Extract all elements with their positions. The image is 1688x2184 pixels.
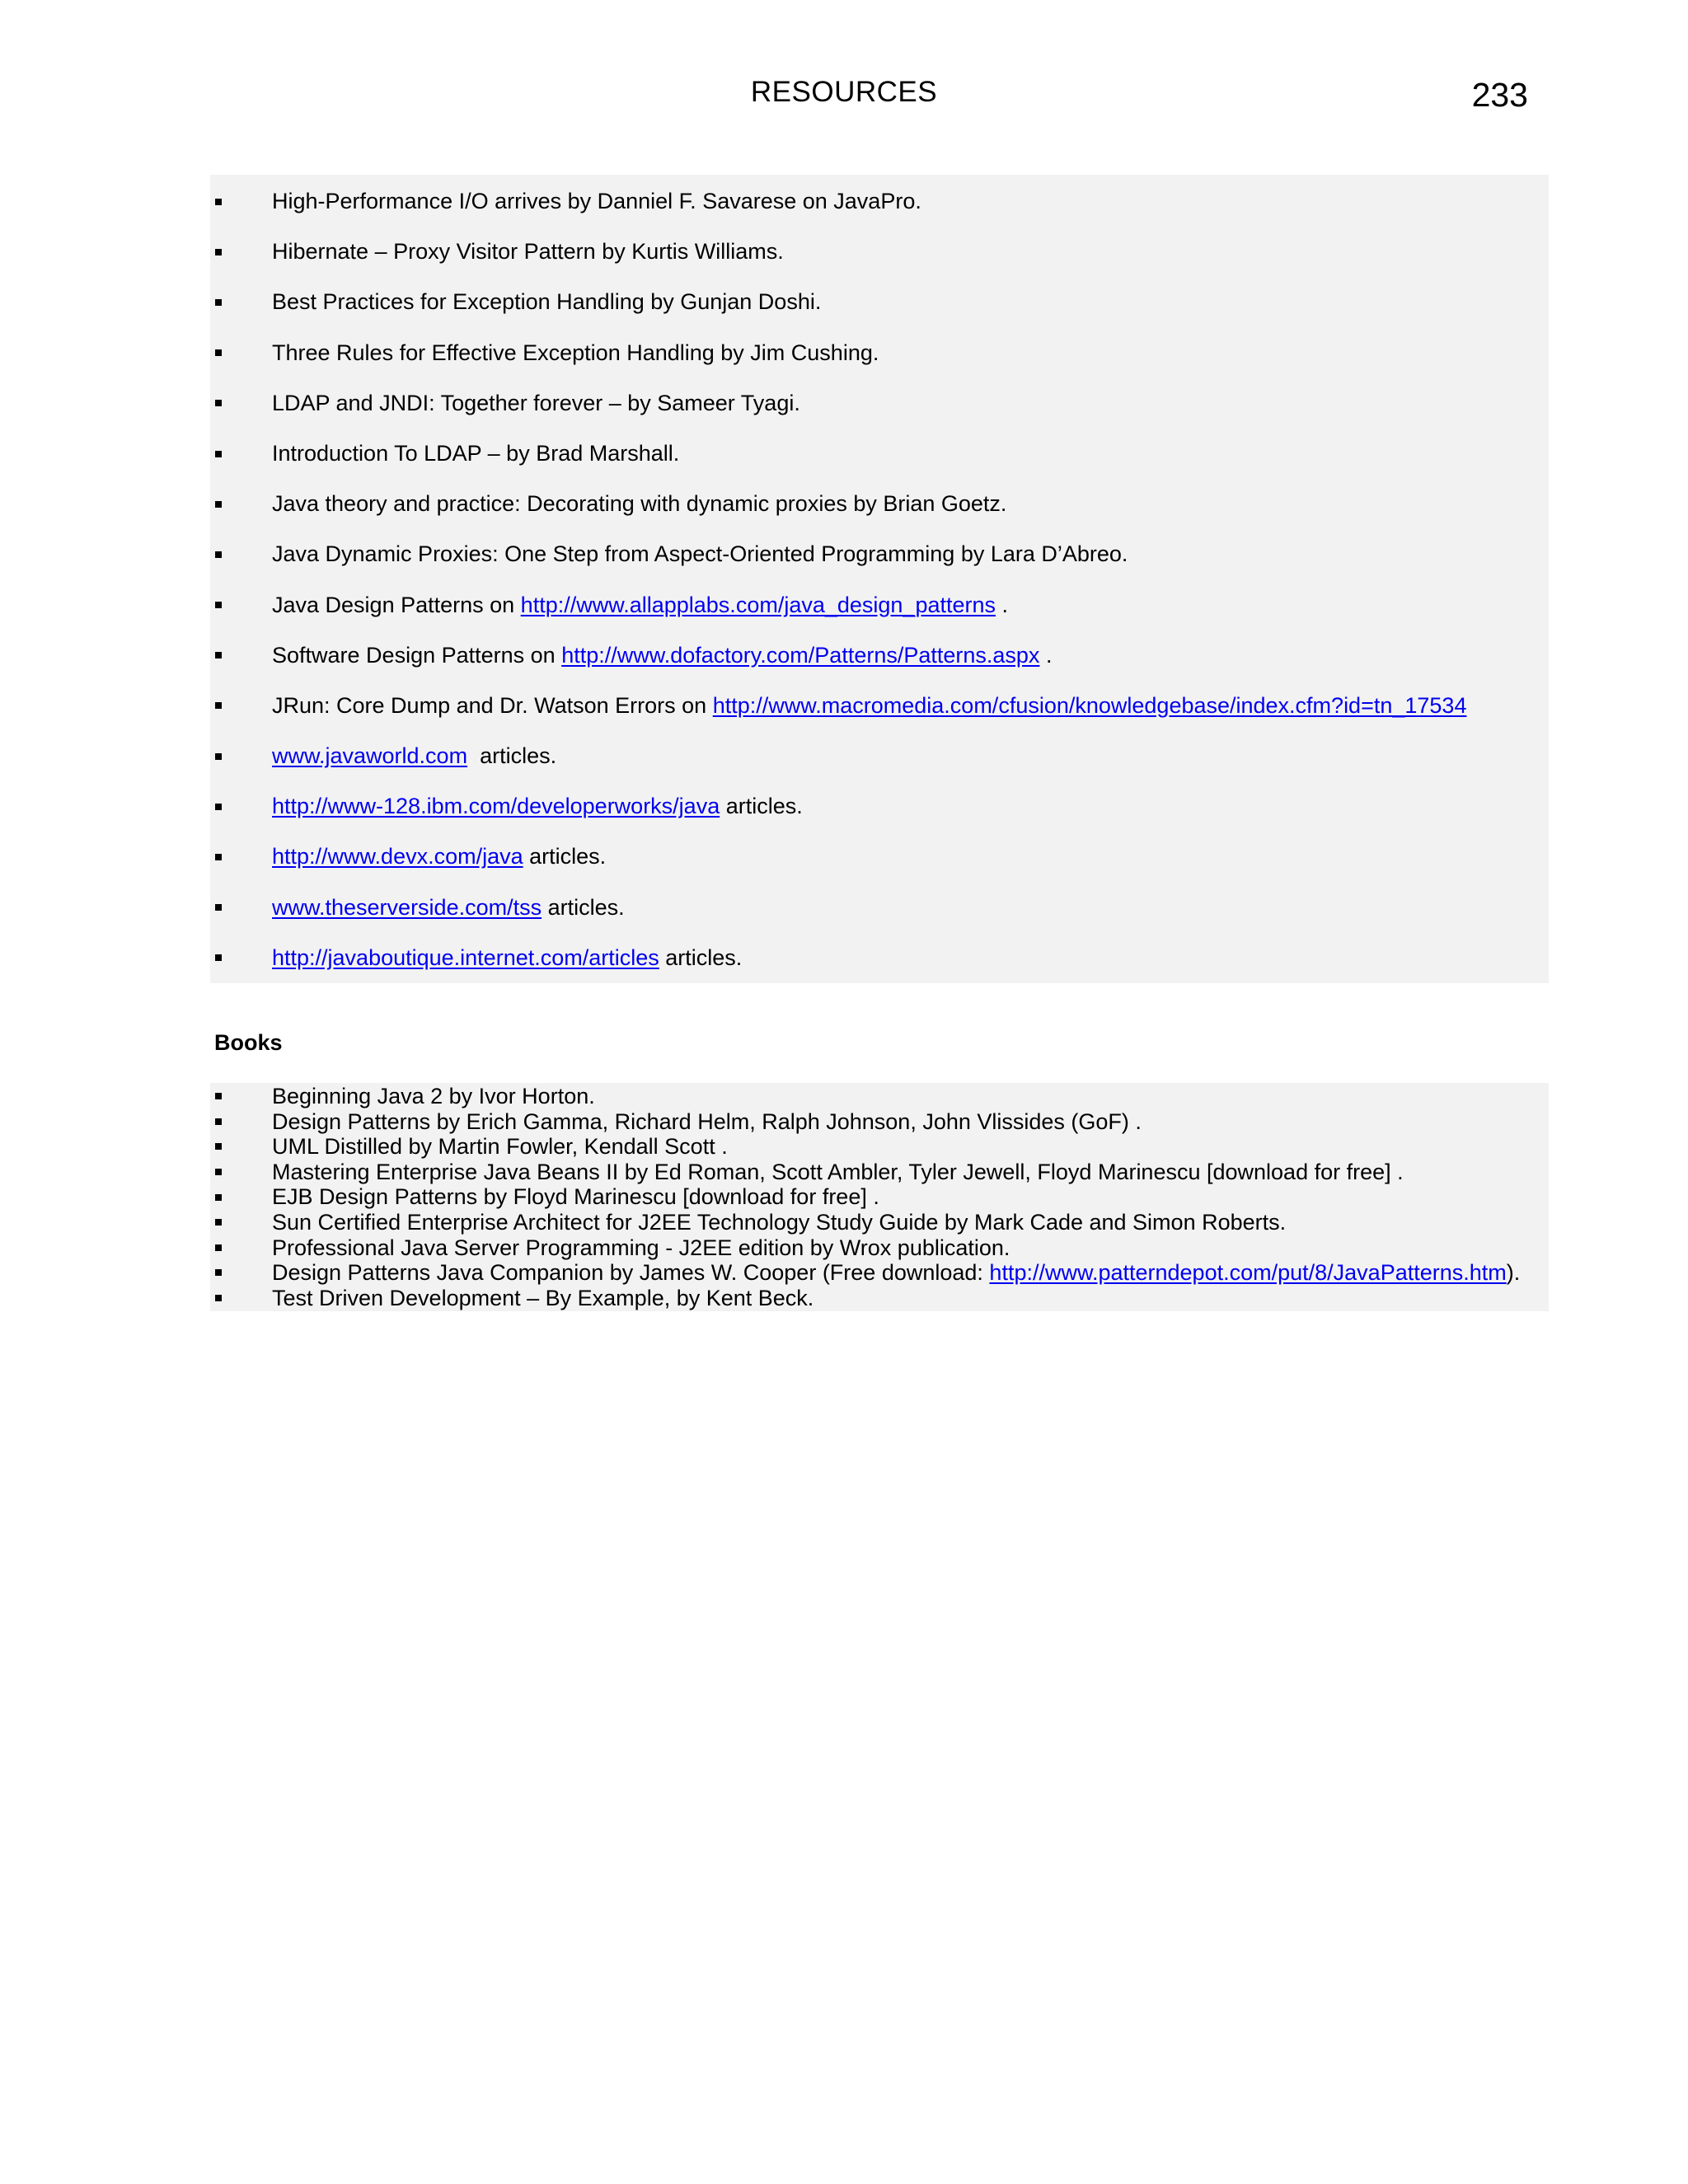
square-bullet-icon bbox=[215, 1244, 222, 1251]
article-text: Java theory and practice: Decorating with dynamic proxies by Brian Goetz. bbox=[272, 491, 1007, 517]
article-link[interactable]: http://www.devx.com/java bbox=[272, 844, 523, 869]
book-list-item bbox=[210, 1210, 1549, 1235]
article-list-item bbox=[210, 580, 1549, 630]
article-list-item bbox=[210, 328, 1549, 378]
article-list-item bbox=[210, 681, 1549, 731]
square-bullet-icon bbox=[215, 1295, 222, 1301]
book-list-item bbox=[210, 1134, 1549, 1160]
article-link[interactable]: http://www.allapplabs.com/java_design_patterns bbox=[520, 592, 996, 617]
book-text: Design Patterns by Erich Gamma, Richard Helm, Ralph Johnson, John Vlissides (GoF) . bbox=[272, 1108, 1142, 1134]
square-bullet-icon bbox=[215, 954, 222, 961]
square-bullet-icon bbox=[215, 1194, 222, 1201]
article-list-item bbox=[210, 731, 1549, 781]
article-text: LDAP and JNDI: Together forever – by Sameer Tyagi. bbox=[272, 390, 800, 415]
book-text: Mastering Enterprise Java Beans II by Ed Roman, Scott Ambler, Tyler Jewell, Floyd Marinescu [download for free] . bbox=[272, 1159, 1404, 1184]
square-bullet-icon bbox=[215, 249, 222, 255]
square-bullet-icon bbox=[215, 1219, 222, 1226]
book-text: Beginning Java 2 by Ivor Horton. bbox=[272, 1084, 595, 1108]
article-list-item bbox=[210, 429, 1549, 479]
article-link[interactable]: www.javaworld.com bbox=[272, 743, 468, 769]
article-link[interactable]: http://www.macromedia.com/cfusion/knowledgebase/index.cfm?id=tn_17534 bbox=[712, 692, 1467, 718]
book-text: Sun Certified Enterprise Architect for J2EE Technology Study Guide by Mark Cade and Simon Roberts. bbox=[272, 1209, 1287, 1235]
article-list-item bbox=[210, 781, 1549, 832]
article-suffix: articles. bbox=[467, 743, 557, 769]
article-list-item bbox=[210, 883, 1549, 933]
square-bullet-icon bbox=[215, 400, 222, 406]
article-text: Introduction To LDAP – by Brad Marshall. bbox=[272, 440, 680, 466]
square-bullet-icon bbox=[215, 652, 222, 658]
article-list-item bbox=[210, 227, 1549, 277]
article-list-item bbox=[210, 630, 1549, 681]
books-list bbox=[210, 1083, 1549, 1310]
books-heading: Books bbox=[214, 1030, 283, 1055]
square-bullet-icon bbox=[215, 1093, 222, 1099]
articles-panel bbox=[210, 175, 1549, 983]
article-text: Best Practices for Exception Handling by Gunjan Doshi. bbox=[272, 289, 822, 315]
square-bullet-icon bbox=[215, 451, 222, 457]
book-list-item bbox=[210, 1184, 1549, 1210]
square-bullet-icon bbox=[215, 299, 222, 306]
book-list-item bbox=[210, 1260, 1549, 1286]
square-bullet-icon bbox=[215, 904, 222, 911]
book-link[interactable]: http://www.patterndepot.com/put/8/JavaPatterns.htm bbox=[989, 1260, 1507, 1286]
page-number: 233 bbox=[1471, 76, 1528, 114]
article-text: Hibernate – Proxy Visitor Pattern by Kurtis Williams. bbox=[272, 239, 784, 265]
article-list-item bbox=[210, 529, 1549, 579]
square-bullet-icon bbox=[215, 804, 222, 810]
article-list-item bbox=[210, 832, 1549, 882]
article-suffix: articles. bbox=[720, 794, 803, 819]
square-bullet-icon bbox=[215, 1169, 222, 1175]
article-text: Three Rules for Effective Exception Handling by Jim Cushing. bbox=[272, 340, 879, 365]
square-bullet-icon bbox=[215, 702, 222, 709]
article-list-item bbox=[210, 176, 1549, 227]
article-text: Java Dynamic Proxies: One Step from Aspect-Oriented Programming by Lara D’Abreo. bbox=[272, 541, 1128, 567]
article-list-item bbox=[210, 378, 1549, 429]
article-suffix: articles. bbox=[523, 844, 607, 869]
article-link[interactable]: http://www-128.ibm.com/developerworks/java bbox=[272, 794, 720, 819]
article-text: JRun: Core Dump and Dr. Watson Errors on bbox=[272, 692, 713, 718]
article-text: High-Performance I/O arrives by Danniel F. Savarese on JavaPro. bbox=[272, 189, 921, 213]
square-bullet-icon bbox=[215, 349, 222, 356]
article-list-item bbox=[210, 277, 1549, 327]
square-bullet-icon bbox=[215, 602, 222, 608]
square-bullet-icon bbox=[215, 199, 222, 205]
book-text: UML Distilled by Martin Fowler, Kendall Scott . bbox=[272, 1134, 728, 1160]
book-text: Design Patterns Java Companion by James W. Cooper (Free download: bbox=[272, 1260, 990, 1286]
article-link[interactable]: www.theserverside.com/tss bbox=[272, 894, 542, 920]
article-link[interactable]: http://javaboutique.internet.com/articles bbox=[272, 944, 659, 970]
article-list-item bbox=[210, 933, 1549, 983]
article-link[interactable]: http://www.dofactory.com/Patterns/Patterns.aspx bbox=[561, 642, 1040, 668]
book-list-item bbox=[210, 1084, 1549, 1109]
square-bullet-icon bbox=[215, 1118, 222, 1125]
running-header: RESOURCES bbox=[750, 76, 938, 108]
book-list-item bbox=[210, 1160, 1549, 1185]
article-text: Java Design Patterns on bbox=[272, 592, 521, 617]
article-suffix: . bbox=[996, 592, 1009, 617]
book-suffix: ). bbox=[1506, 1260, 1521, 1286]
book-text: EJB Design Patterns by Floyd Marinescu [download for free] . bbox=[272, 1184, 879, 1210]
article-text: Software Design Patterns on bbox=[272, 642, 562, 668]
square-bullet-icon bbox=[215, 551, 222, 558]
square-bullet-icon bbox=[215, 1143, 222, 1150]
article-suffix: articles. bbox=[542, 894, 625, 920]
article-list-item bbox=[210, 479, 1549, 529]
square-bullet-icon bbox=[215, 753, 222, 760]
articles-list bbox=[210, 175, 1549, 983]
book-list-item bbox=[210, 1109, 1549, 1135]
article-suffix: . bbox=[1039, 642, 1053, 668]
book-text: Professional Java Server Programming - J2EE edition by Wrox publication. bbox=[272, 1235, 1010, 1260]
article-suffix: articles. bbox=[659, 944, 743, 970]
books-panel bbox=[210, 1083, 1549, 1311]
square-bullet-icon bbox=[215, 1269, 222, 1276]
book-list-item bbox=[210, 1286, 1549, 1311]
square-bullet-icon bbox=[215, 854, 222, 860]
book-text: Test Driven Development – By Example, by Kent Beck. bbox=[272, 1285, 814, 1310]
square-bullet-icon bbox=[215, 501, 222, 508]
book-list-item bbox=[210, 1235, 1549, 1261]
